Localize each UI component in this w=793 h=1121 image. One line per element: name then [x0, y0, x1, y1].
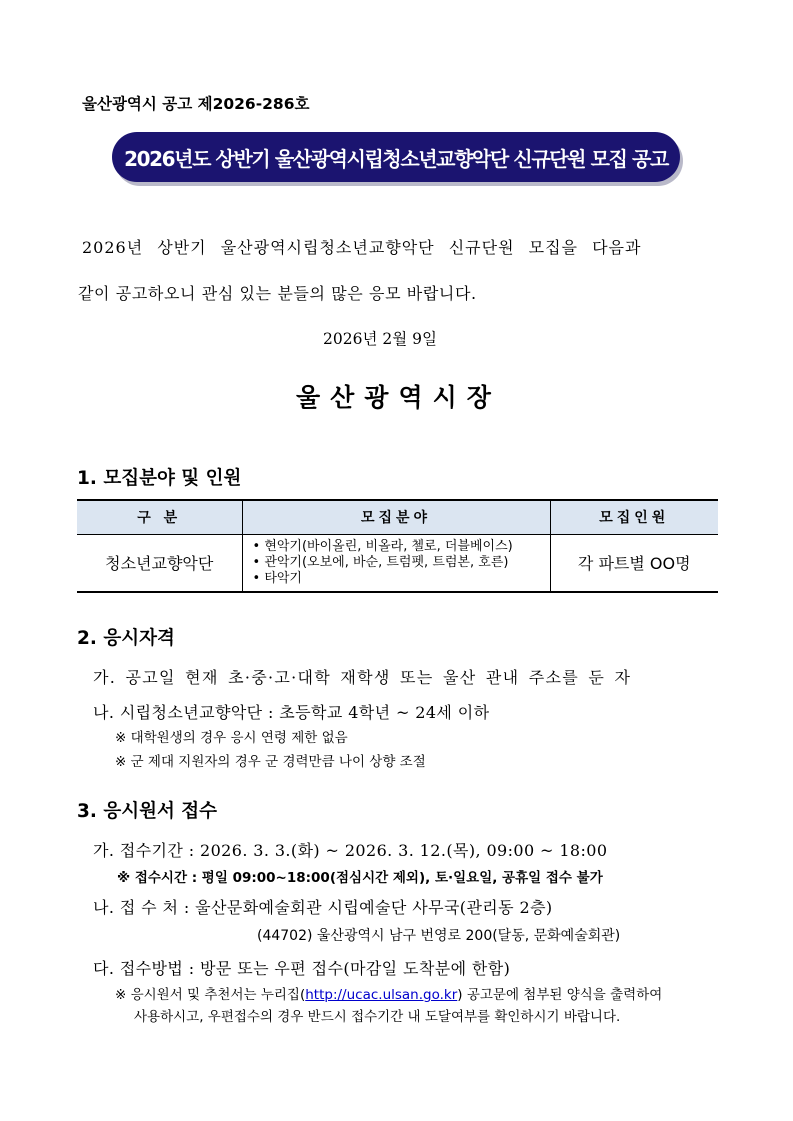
list-item: • 관악기(오보에, 바순, 트럼펫, 트럼본, 호른)	[253, 555, 550, 571]
field-list	[243, 539, 550, 587]
table-row	[77, 534, 718, 592]
reception-method: 다. 접수방법 : 방문 또는 우편 접수(마감일 도착분에 한함)	[93, 959, 511, 978]
qualification-note-2: ※ 군 제대 지원자의 경우 군 경력만큼 나이 상향 조절	[115, 754, 426, 770]
table-cell-fields	[242, 534, 550, 592]
list-item: • 타악기	[253, 571, 550, 587]
page-title: 2026년도 상반기 울산광역시립청소년교향악단 신규단원 모집 공고	[124, 146, 668, 171]
notice-date: 2026년 2월 9일	[323, 330, 437, 348]
note-prefix: ※ 응시원서 및 추천서는 누리집(	[115, 987, 306, 1003]
qualification-item-b: 나. 시립청소년교향악단 : 초등학교 4학년 ~ 24세 이하	[93, 703, 490, 722]
reception-place: 나. 접 수 처 : 울산문화예술회관 시립예술단 사무국(관리동 2층)	[93, 898, 553, 917]
recruitment-table	[77, 499, 718, 593]
application-form-note-line-2: 사용하시고, 우편접수의 경우 반드시 접수기간 내 도달여부를 확인하시기 바랍니다.	[134, 1009, 621, 1025]
qualification-note-1: ※ 대학원생의 경우 응시 연령 제한 없음	[115, 730, 348, 746]
table-header-division: 구 분	[77, 500, 242, 534]
section-heading-application: 3. 응시원서 접수	[77, 801, 218, 822]
table-header-count: 모집인원	[550, 500, 718, 534]
qualification-item-a: 가. 공고일 현재 초·중·고·대학 재학생 또는 울산 관내 주소를 둔 자	[93, 668, 632, 687]
intro-text-line-2: 같이 공고하오니 관심 있는 분들의 많은 응모 바랍니다.	[78, 284, 477, 303]
notice-number: 울산광역시 공고 제2026-286호	[82, 95, 310, 113]
table-cell-count: 각 파트별 OO명	[550, 534, 718, 592]
table-header-field: 모집분야	[242, 500, 550, 534]
issuer-name: 울산광역시장	[296, 383, 501, 412]
reception-address: (44702) 울산광역시 남구 번영로 200(달동, 문화예술회관)	[257, 928, 621, 944]
table-header-row	[77, 500, 718, 534]
list-item: • 현악기(바이올린, 비올라, 첼로, 더블베이스)	[253, 539, 550, 555]
table-cell-division: 청소년교향악단	[77, 534, 242, 592]
reception-period: 가. 접수기간 : 2026. 3. 3.(화) ~ 2026. 3. 12.(목), 09:00 ~ 18:00	[93, 841, 608, 860]
application-form-note	[115, 983, 662, 1003]
homepage-link[interactable]: http://ucac.ulsan.go.kr	[305, 987, 458, 1003]
section-heading-recruitment: 1. 모집분야 및 인원	[77, 468, 242, 489]
note-suffix: ) 공고문에 첨부된 양식을 출력하여	[457, 987, 663, 1003]
intro-text-line-1: 2026년 상반기 울산광역시립청소년교향악단 신규단원 모집을 다음과	[82, 238, 642, 257]
title-banner	[112, 132, 680, 182]
section-heading-qualification: 2. 응시자격	[77, 628, 175, 649]
reception-hours-note: ※ 접수시간 : 평일 09:00~18:00(점심시간 제외), 토·일요일, 공휴일 접수 불가	[117, 870, 603, 886]
